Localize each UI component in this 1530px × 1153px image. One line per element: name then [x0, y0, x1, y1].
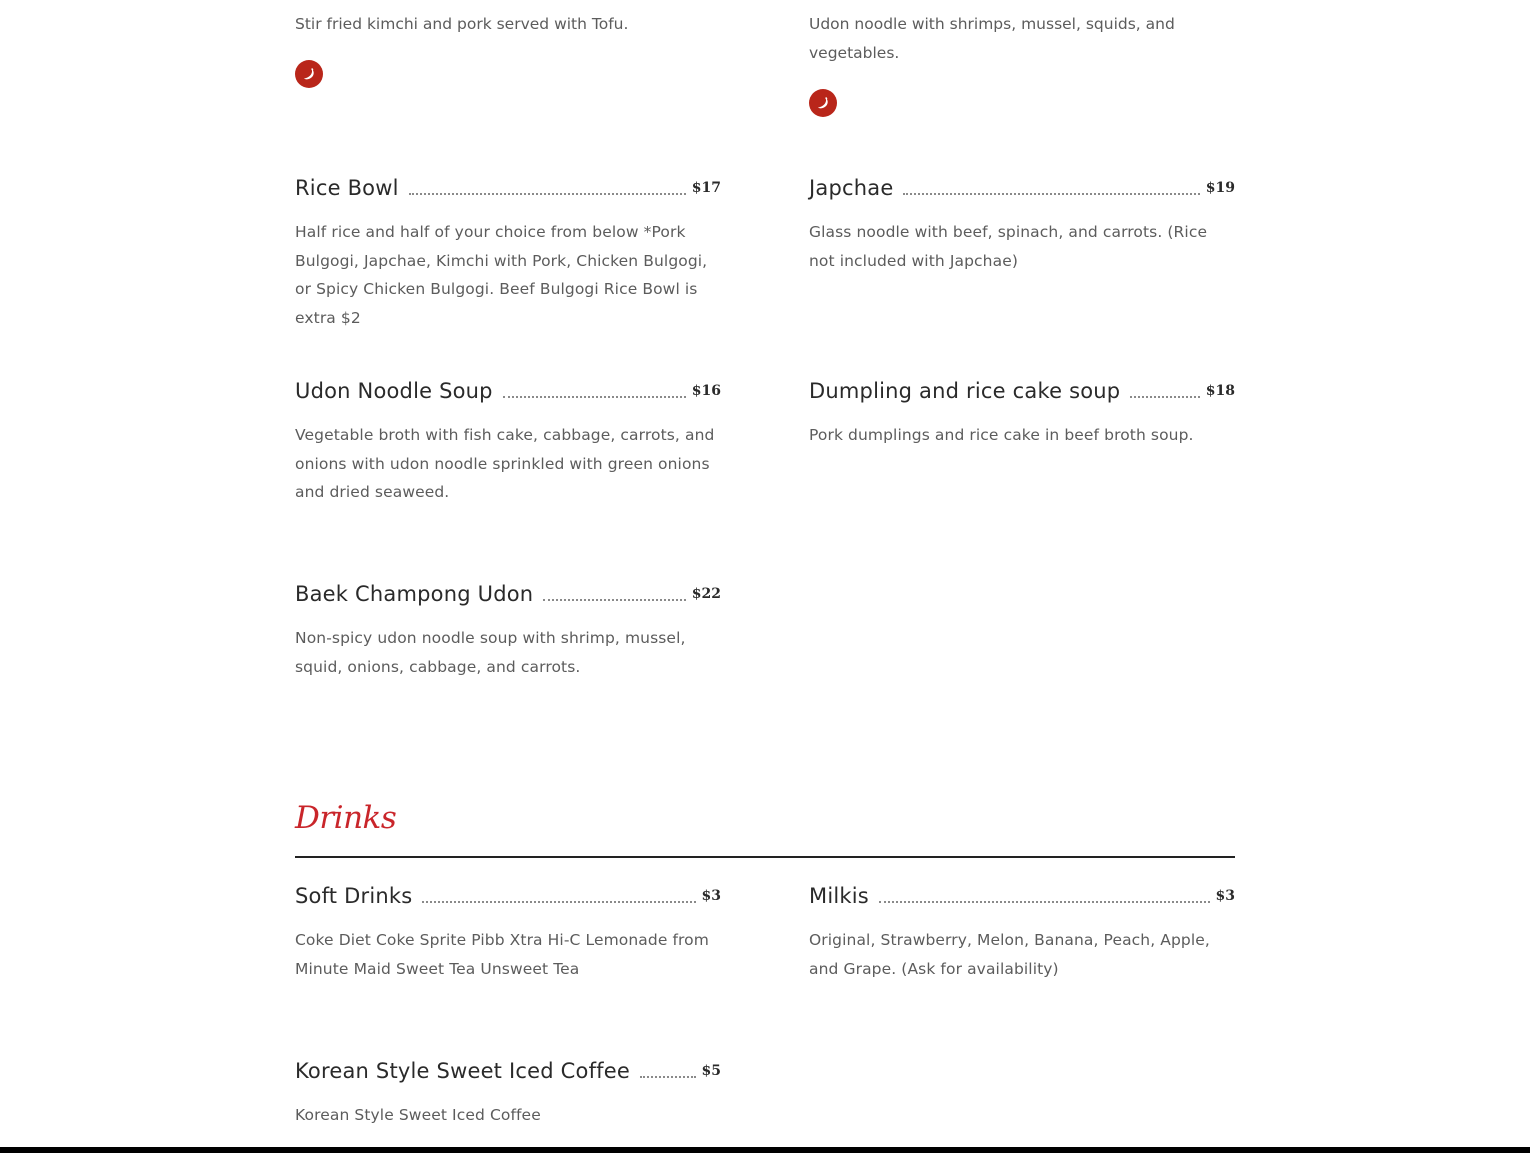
- item-name: Udon Noodle Soup: [295, 379, 493, 403]
- dotted-leader: [409, 193, 686, 195]
- item-price: $17: [691, 180, 721, 196]
- item-description: Udon noodle with shrimps, mussel, squids, and vegetables.: [809, 15, 1175, 62]
- item-description: Glass noodle with beef, spinach, and carrots. (Rice not included with Japchae): [809, 223, 1208, 270]
- item-price: $16: [691, 383, 721, 399]
- menu-item-japchae: [809, 166, 1235, 275]
- item-description: Stir fried kimchi and pork served with Tofu.: [295, 15, 629, 33]
- section-title-drinks: Drinks: [295, 800, 397, 836]
- dotted-leader: [543, 599, 685, 601]
- chili-pepper-icon: [809, 89, 837, 117]
- item-description: Original, Strawberry, Melon, Banana, Peach, Apple, and Grape. (Ask for availability): [809, 931, 1210, 978]
- item-price: $18: [1205, 383, 1235, 399]
- menu-item-rice-bowl: [295, 166, 721, 332]
- item-price: $22: [691, 586, 721, 602]
- item-description: Half rice and half of your choice from below *Pork Bulgogi, Japchae, Kimchi with Pork, Chicken Bulgogi, or Spicy Chicken Bulgogi. Beef Bulgogi Rice Bowl is extra $2: [295, 223, 708, 327]
- item-name: Milkis: [809, 884, 869, 908]
- item-description: Pork dumplings and rice cake in beef broth soup.: [809, 426, 1194, 444]
- footer-bar: [0, 1147, 1530, 1153]
- item-description: Korean Style Sweet Iced Coffee: [295, 1106, 541, 1124]
- menu-item-dumpling-rice-cake-soup: [809, 369, 1235, 450]
- item-description: Coke Diet Coke Sprite Pibb Xtra Hi-C Lemonade from Minute Maid Sweet Tea Unsweet Tea: [295, 931, 709, 978]
- item-price: $19: [1205, 180, 1235, 196]
- item-price: $5: [701, 1063, 721, 1079]
- section-divider: [295, 856, 1235, 858]
- menu-item-udon-noodle-soup: [295, 369, 721, 507]
- dotted-leader: [422, 901, 695, 903]
- menu-item-iced-coffee: [295, 1049, 721, 1130]
- item-name: Japchae: [809, 176, 894, 200]
- item-name: Soft Drinks: [295, 884, 413, 908]
- item-name: Rice Bowl: [295, 176, 399, 200]
- menu-item-soft-drinks: [295, 874, 721, 983]
- item-description: Vegetable broth with fish cake, cabbage, carrots, and onions with udon noodle sprinkled with green onions and dried seaweed.: [295, 426, 715, 501]
- item-price: $3: [701, 888, 721, 904]
- dotted-leader: [879, 901, 1210, 903]
- dotted-leader: [503, 396, 686, 398]
- item-description: Non-spicy udon noodle soup with shrimp, mussel, squid, onions, cabbage, and carrots.: [295, 629, 686, 676]
- item-price: $3: [1215, 888, 1235, 904]
- dotted-leader: [903, 193, 1199, 195]
- chili-pepper-icon: [295, 60, 323, 88]
- item-name: Baek Champong Udon: [295, 582, 534, 606]
- item-name: Dumpling and rice cake soup: [809, 379, 1121, 403]
- item-name: Korean Style Sweet Iced Coffee: [295, 1059, 630, 1083]
- menu-item-baek-champong-udon: [295, 572, 721, 681]
- dotted-leader: [1130, 396, 1199, 398]
- menu-item-milkis: [809, 874, 1235, 983]
- dotted-leader: [640, 1076, 696, 1078]
